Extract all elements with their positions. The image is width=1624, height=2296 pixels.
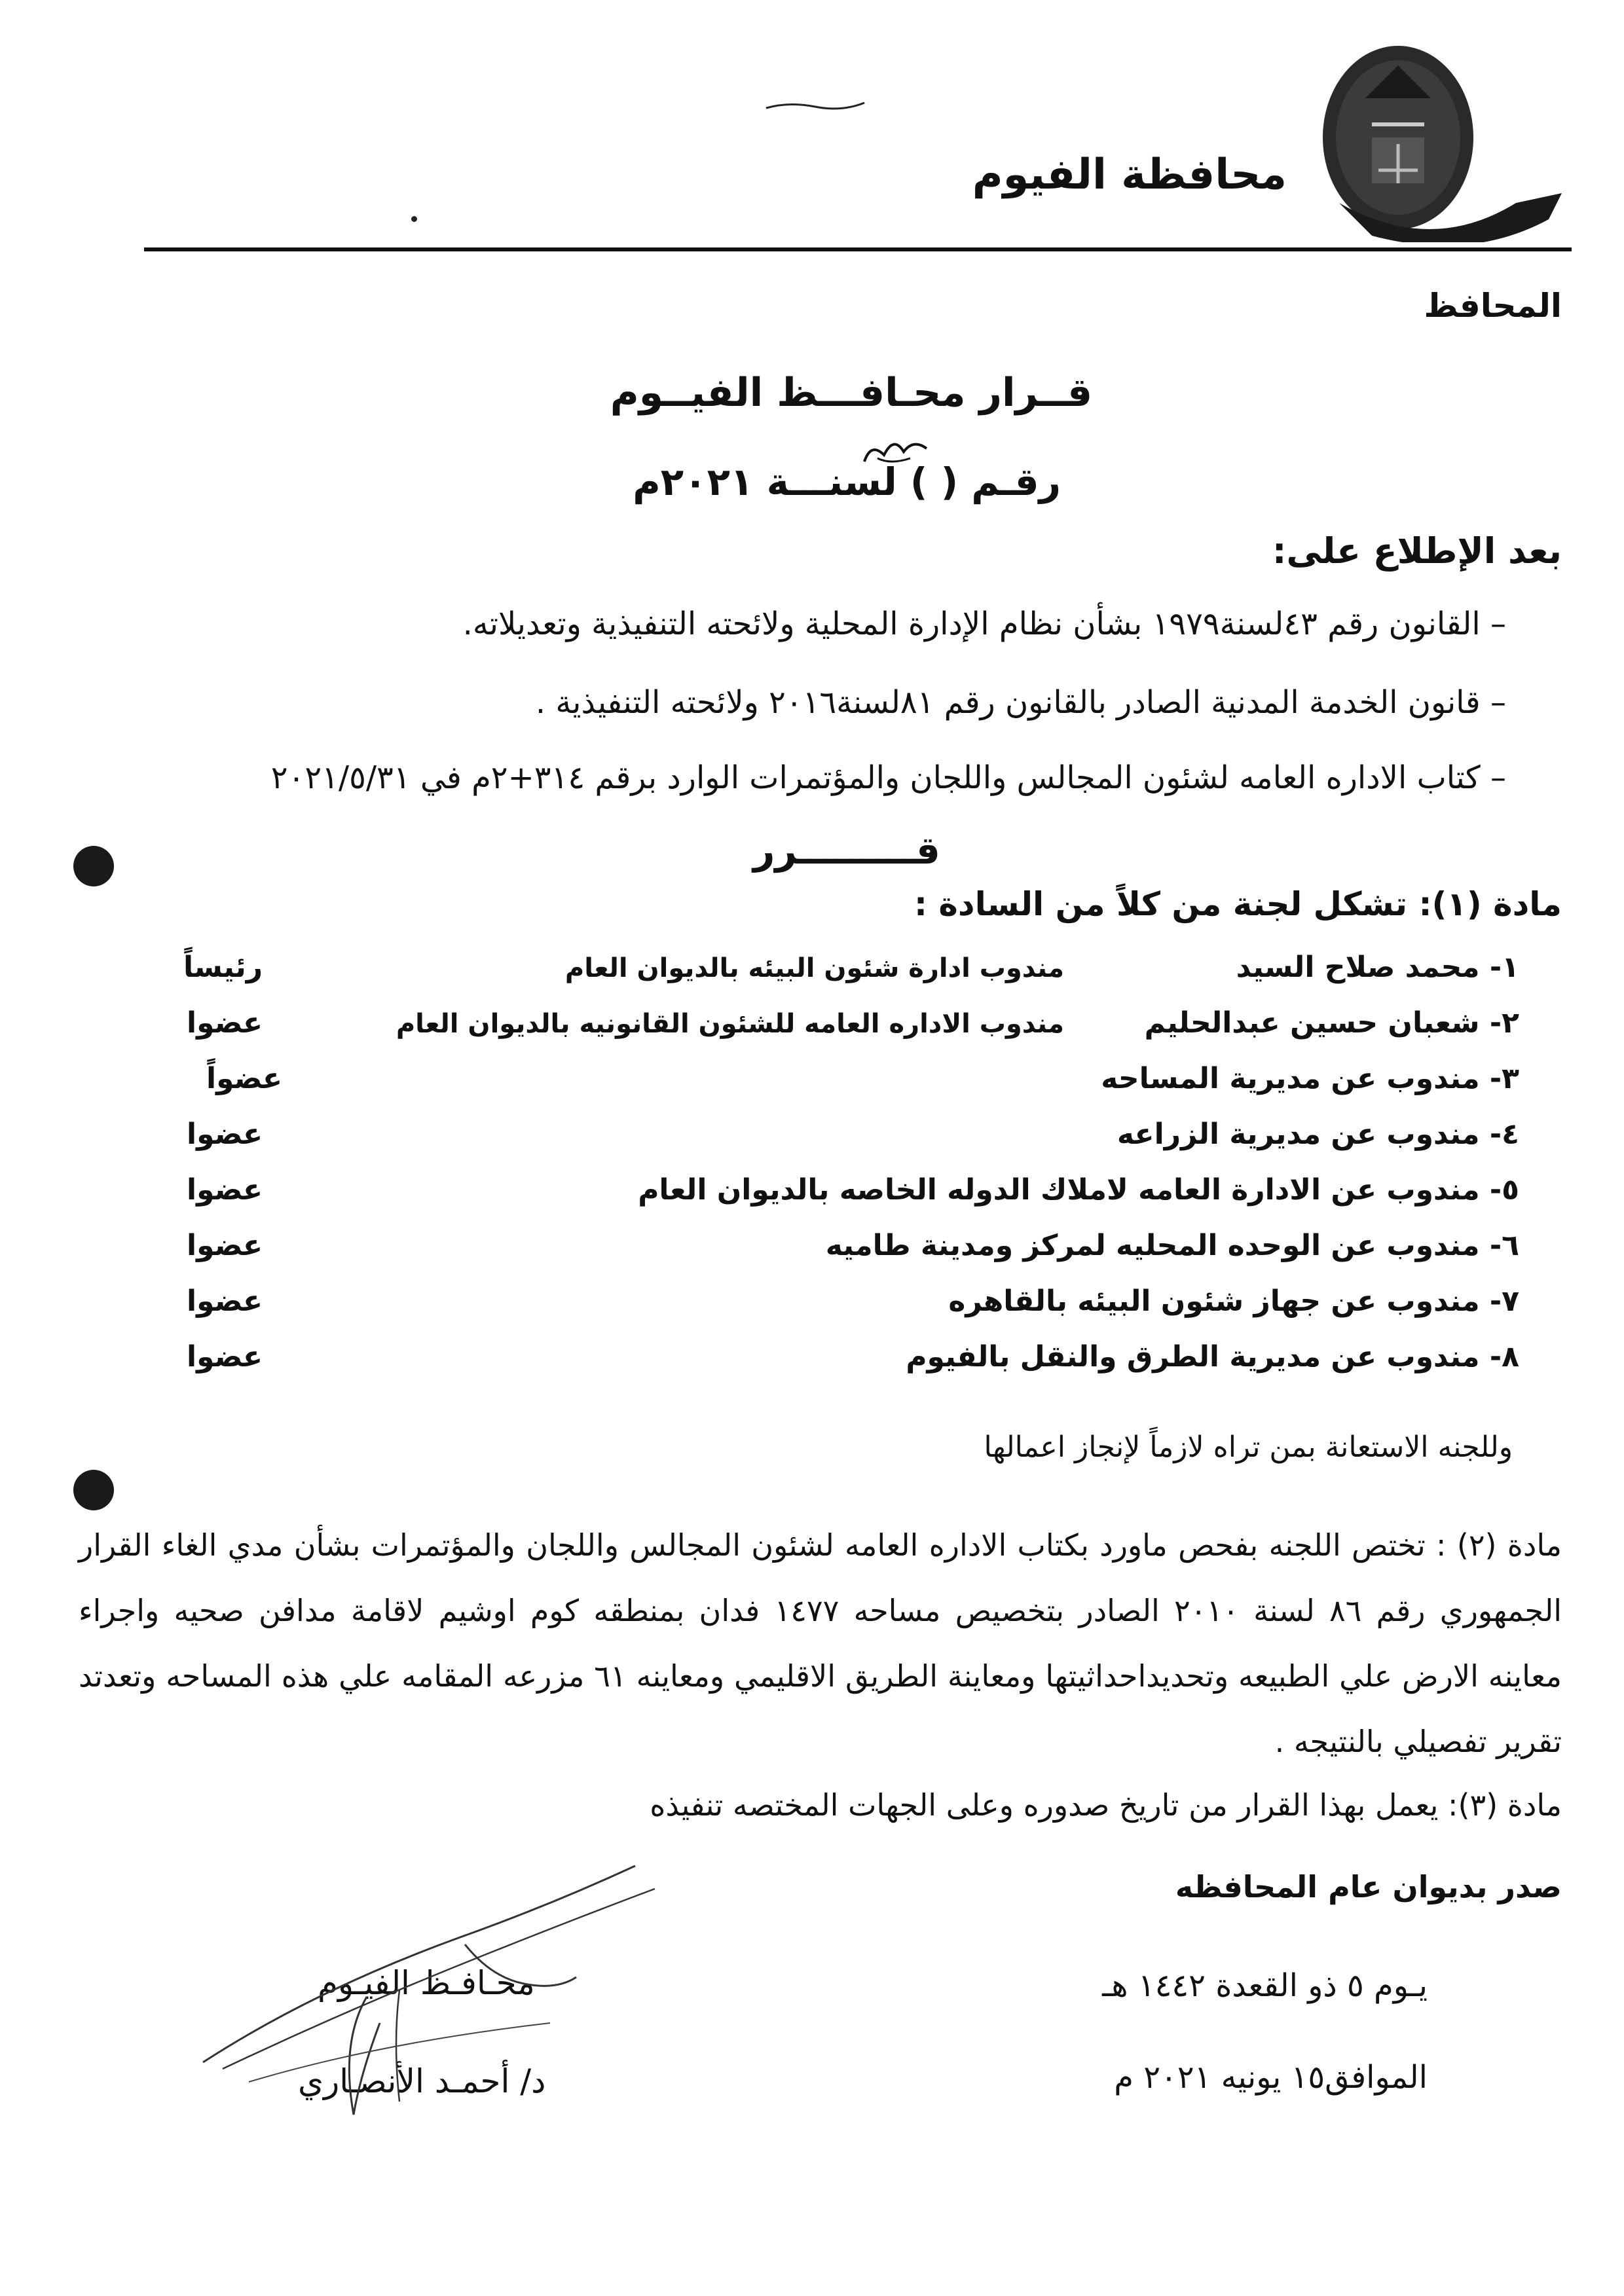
member-name: ٦- مندوب عن الوحده المحليه لمركز ومدينة طاميه — [825, 1229, 1519, 1262]
member-description: مندوب ادارة شئون البيئه بالديوان العام — [564, 953, 1064, 983]
article-2-text: مادة (٢) : تختص اللجنه بفحص ماورد بكتاب الاداره العامه لشئون المجالس واللجان والمؤتمرات بشأن مدي الغاء القرار الجمهوري رقم ٨٦ لسنة ٢٠١٠ الصادر بتخصيص مساحه ١٤٧٧ فدان بمنطقه كوم اوشيم لاقامة مدافن صحيه واجراء معاينه الارض علي الطبيعه وتحديداحداثيتها ومعاينة الطريق الاقليمي ومعاينه ٦١ مزرعه المقامه علي هذه المساحه وتعدتد تقرير تفصيلي بالنتيجه . — [79, 1527, 1562, 1759]
decided-heading: قـــــــــرر — [753, 828, 940, 873]
ink-dot — [411, 216, 417, 222]
hijri-date: يـوم ٥ ذو القعدة ١٤٤٢ هـ — [1102, 1967, 1428, 2004]
article-3-text: مادة (٣): يعمل بهذا القرار من تاريخ صدوره وعلى الجهات المختصه تنفيذه — [650, 1787, 1562, 1823]
member-role: عضوا — [187, 1285, 263, 1318]
member-role: عضواً — [206, 1062, 283, 1095]
member-name: ٨- مندوب عن مديرية الطرق والنقل بالفيوم — [906, 1340, 1519, 1374]
committee-note: وللجنه الاستعانة بمن تراه لازماً لإنجاز اعمالها — [984, 1430, 1513, 1464]
article-1-heading: مادة (١): تشكل لجنة من كلاً من السادة : — [914, 885, 1562, 923]
member-role: عضوا — [187, 1006, 263, 1040]
member-name: ٧- مندوب عن جهاز شئون البيئه بالقاهره — [948, 1285, 1519, 1318]
signatory-name: د/ أحمـد الأنصـاري — [298, 2062, 546, 2100]
governorate-seal-logo — [1300, 39, 1562, 242]
member-role: عضوا — [187, 1118, 263, 1151]
handwritten-number — [858, 429, 936, 475]
signatory-title: محـافـظ الفيـوم — [318, 1964, 535, 2002]
reference-item: – كتاب الاداره العامه لشئون المجالس واللجان والمؤتمرات الوارد برقم ٣١٤+٢م في ٢٠٢١/٥/٣١ — [270, 759, 1506, 796]
member-name: ١- محمد صلاح السيد — [1236, 951, 1519, 984]
member-name: ٢- شعبان حسين عبدالحليم — [1144, 1006, 1519, 1040]
member-description: مندوب الاداره العامه للشئون القانونيه بالديوان العام — [396, 1009, 1064, 1039]
member-role: عضوا — [187, 1229, 263, 1262]
member-role: عضوا — [187, 1340, 263, 1374]
punch-hole — [73, 846, 114, 886]
decision-title: قــرار محـافـــظ الفيــوم — [610, 370, 1093, 416]
reference-item: – القانون رقم ٤٣لسنة١٩٧٩ بشأن نظام الإدارة المحلية ولائحته التنفيذية وتعديلاته. — [462, 606, 1506, 642]
member-name: ٤- مندوب عن مديرية الزراعه — [1116, 1118, 1519, 1151]
member-role: رئيساً — [183, 951, 263, 984]
decision-number: رقـم ( ) لسنـــة ٢٠٢١م — [633, 460, 1061, 504]
member-name: ٥- مندوب عن الادارة العامه لاملاك الدوله الخاصه بالديوان العام — [638, 1173, 1519, 1207]
preamble-heading: بعد الإطلاع على: — [1272, 530, 1562, 572]
header-rule — [144, 247, 1572, 251]
handwritten-signature — [183, 1827, 740, 2154]
punch-hole — [73, 1470, 114, 1510]
office-label: المحافظ — [1424, 287, 1562, 325]
gregorian-date: الموافق١٥ يونيه ٢٠٢١ م — [1114, 2059, 1428, 2096]
issued-at: صدر بديوان عام المحافظه — [1175, 1869, 1562, 1904]
handwritten-mark — [763, 95, 868, 115]
reference-item: – قانون الخدمة المدنية الصادر بالقانون رقم ٨١لسنة٢٠١٦ ولائحته التنفيذية . — [535, 684, 1506, 721]
member-role: عضوا — [187, 1173, 263, 1207]
governorate-name: محافظة الفيوم — [972, 151, 1287, 199]
member-name: ٣- مندوب عن مديرية المساحه — [1101, 1062, 1519, 1095]
